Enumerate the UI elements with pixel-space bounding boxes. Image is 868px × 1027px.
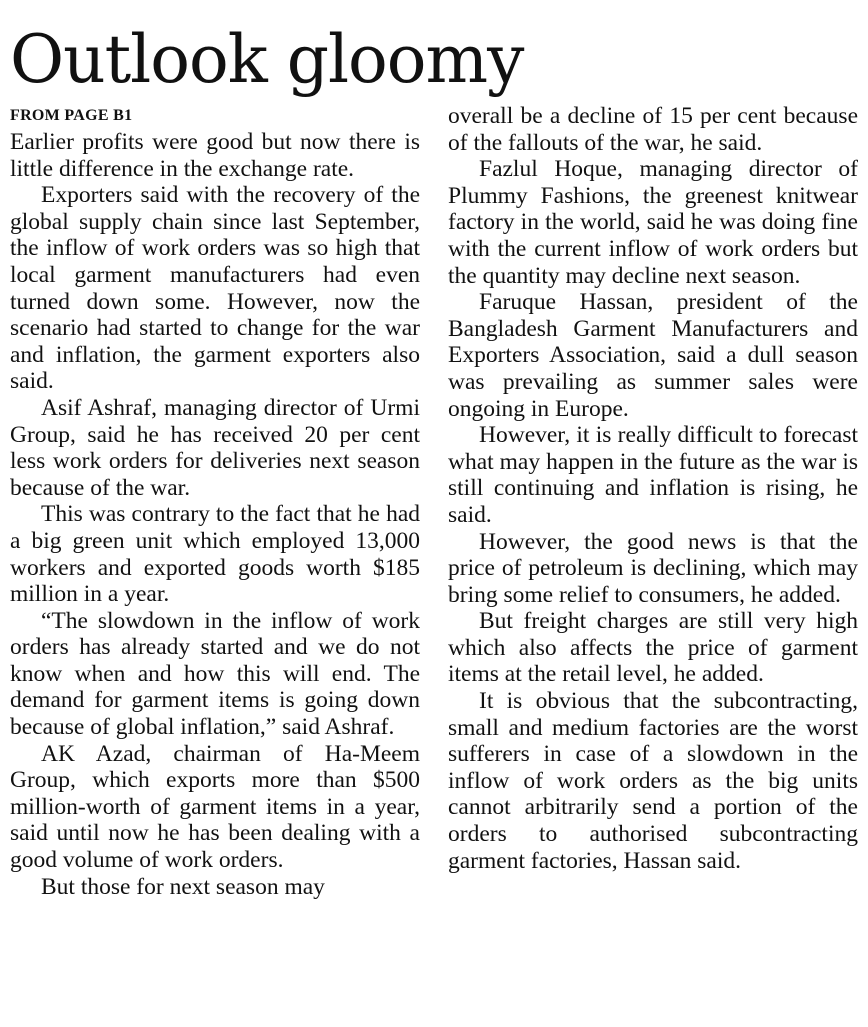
paragraph: It is obvious that the subcontracting, small and medium factories are the worst sufferers in case of a slowdown in the inflow of work orders as the big units cannot arbitrarily send a portion of the orders to authorised subcontracting garment factories, Hassan said. [448, 688, 858, 874]
article-column-left [10, 103, 420, 900]
paragraph: Asif Ashraf, managing director of Urmi Group, said he has received 20 per cent less work orders for deliveries next season because of the war. [10, 394, 420, 501]
jump-line: FROM PAGE B1 [10, 107, 133, 124]
paragraph: This was contrary to the fact that he had a big green unit which employed 13,000 workers and exported goods worth $185 million in a year. [10, 501, 420, 608]
paragraph: overall be a decline of 15 per cent because of the fallouts of the war, he said. [448, 103, 858, 156]
paragraph: Faruque Hassan, president of the Bangladesh Garment Manufacturers and Exporters Association, said a dull season was prevailing as summer sales were ongoing in Europe. [448, 289, 858, 422]
paragraph: Fazlul Hoque, managing director of Plummy Fashions, the greenest knitwear factory in the world, said he was doing fine with the current inflow of work orders but the quantity may decline next season. [448, 156, 858, 289]
paragraph: “The slowdown in the inflow of work orders has already started and we do not know when and how this will end. The demand for garment items is going down because of global inflation,” said Ashraf. [10, 607, 420, 741]
paragraph: Earlier profits were good but now there is little difference in the exchange rate. [10, 129, 420, 182]
paragraph: But freight charges are still very high which also affects the price of garment items at the retail level, he added. [448, 608, 858, 688]
paragraph: AK Azad, chairman of Ha-Meem Group, which exports more than $500 million-worth of garment items in a year, said until now he has been dealing with a good volume of work orders. [10, 740, 420, 874]
paragraph: But those for next season may [41, 873, 325, 900]
headline: Outlook gloomy [10, 21, 524, 98]
paragraph: However, the good news is that the price of petroleum is declining, which may bring some relief to consumers, he added. [448, 528, 858, 608]
paragraph: Exporters said with the recovery of the global supply chain since last September, the inflow of work orders was so high that local garment manufacturers had even turned down some. However, now the scenario had started to change for the war and inflation, the garment exporters also said. [10, 182, 420, 395]
article-column-right [448, 103, 858, 874]
paragraph: However, it is really difficult to forecast what may happen in the future as the war is still continuing and inflation is rising, he said. [448, 422, 858, 528]
